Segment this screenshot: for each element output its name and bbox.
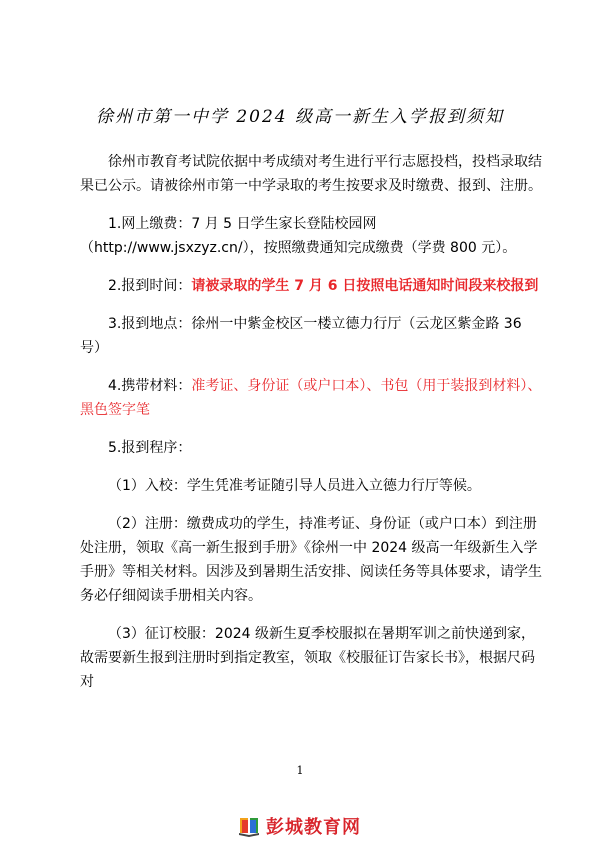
time-value: 请被录取的学生 7 月 6 日按照电话通知时间段来校报到 (191, 278, 539, 294)
time-item (80, 274, 542, 298)
page-number: 1 (296, 764, 304, 777)
notice-body (80, 150, 542, 708)
procedure-step-3: （3）征订校服：2024 级新生夏季校服拟在暑期军训之前快递到家，故需要新生报到注册时到指定教室，领取《校服征订告家长书》，根据尺码对 (80, 626, 535, 690)
time-label: 2.报到时间： (108, 278, 192, 294)
page-title: 徐州市第一中学 2024 级高一新生入学报到须知 (95, 107, 505, 127)
procedure-step-1: （1）入校：学生凭准考证随引导人员进入立德力行厅等候。 (108, 478, 481, 494)
place-item: 3.报到地点：徐州一中紫金校区一楼立德力行厅（云龙区紫金路 36 号） (80, 316, 522, 356)
watermark-logo (238, 814, 361, 838)
book-logo-icon (238, 815, 260, 837)
payment-item: 1.网上缴费：7 月 5 日学生家长登陆校园网（http://www.jsxzyz.cn/），按照缴费通知完成缴费（学费 800 元）。 (80, 216, 517, 256)
materials-item (80, 374, 542, 422)
materials-value: 准考证、身份证（或户口本）、书包（用于装报到材料）、黑色签字笔 (80, 378, 542, 418)
materials-label: 4.携带材料： (108, 378, 192, 394)
procedure-heading: 5.报到程序： (108, 440, 192, 456)
watermark-text: 彭城教育网 (266, 817, 361, 838)
procedure-step-2: （2）注册：缴费成功的学生，持准考证、身份证（或户口本）到注册处注册，领取《高一新生报到手册》《徐州一中 2024 级高一年级新生入学手册》等相关材料。因涉及到暑期生活安排、阅读任务等具体要求，请学生务必仔细阅读手册相关内容。 (80, 516, 542, 604)
intro-paragraph: 徐州市教育考试院依据中考成绩对考生进行平行志愿投档，投档录取结果已公示。请被徐州市第一中学录取的考生按要求及时缴费、报到、注册。 (80, 154, 542, 194)
